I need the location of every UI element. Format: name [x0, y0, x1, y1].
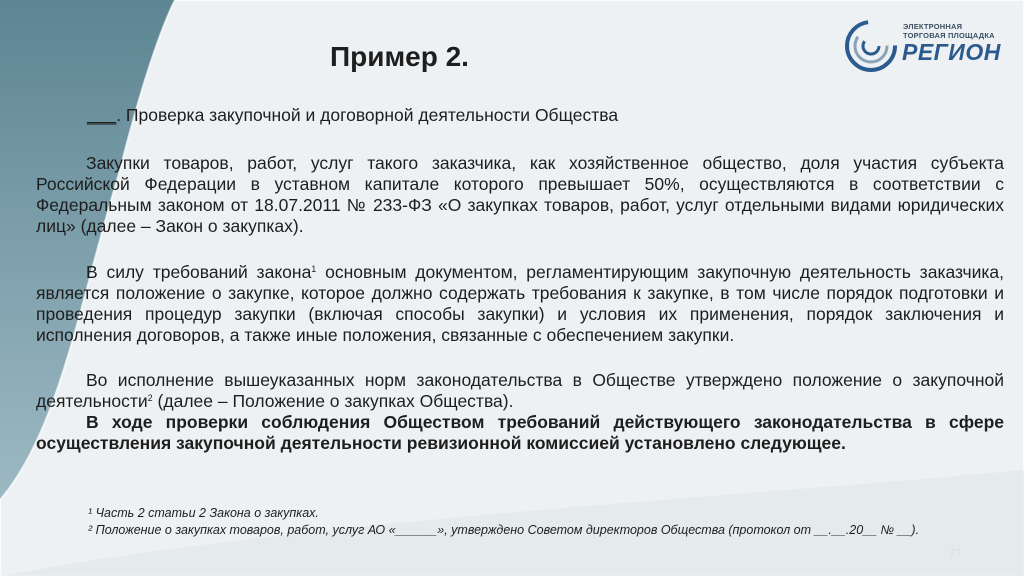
- paragraph-3-text-b: (далее – Положение о закупках Общества).: [152, 391, 514, 411]
- page-number: 27: [950, 548, 962, 559]
- paragraph-4-text: В ходе проверки соблюдения Обществом требований действующего законодательства в сфере осуществления закупочной деятельности ревизионной комиссией установлено следующее.: [36, 412, 1004, 453]
- paragraph-2-text-b: основным документом, регламентирующим закупочную деятельность заказчика, является положение о закупке, которое должно содержать требования к закупке, в том числе порядок подготовки и проведения процедур закупки (включая способы закупки) и условия их применения, порядок заключения и исполнения договоров, а также иные положения, связанные с обеспечением закупки.: [36, 262, 1004, 345]
- footnote-2-text: ² Положение о закупках товаров, работ, услуг АО «______», утверждено Советом директоров Общества (протокол от __.__.20__ № __).: [88, 523, 920, 537]
- logo: [843, 16, 1013, 76]
- logo-name: РЕГИОН: [902, 39, 1001, 65]
- logo-line2: ТОРГОВАЯ ПЛОЩАДКА: [903, 31, 995, 40]
- paragraph-3-text-a: Во исполнение вышеуказанных норм законодательства в Обществе утверждено положение о закупочной деятельности: [36, 370, 1004, 411]
- footnote-2: [36, 522, 1004, 538]
- footnote-ref-2: 2: [147, 393, 153, 403]
- footnote-ref-1: 1: [311, 264, 317, 274]
- paragraph-2-text-a: В силу требований закона: [86, 262, 312, 282]
- paragraph-3: [36, 370, 1004, 412]
- paragraph-2: [36, 262, 1004, 346]
- footnote-1-text: ¹ Часть 2 статьи 2 Закона о закупках.: [88, 506, 319, 520]
- footnote-1: [36, 505, 1004, 521]
- logo-line1: ЭЛЕКТРОННАЯ: [903, 22, 963, 31]
- paragraph-1: [36, 153, 1004, 237]
- heading-blank: ___: [87, 105, 117, 125]
- heading-text: . Проверка закупочной и договорной деятельности Общества: [116, 105, 619, 125]
- slide-title: Пример 2.: [330, 41, 469, 72]
- paragraph-4-conclusion: [36, 412, 1004, 454]
- paragraph-1-text: Закупки товаров, работ, услуг такого заказчика, как хозяйственное общество, доля участия субъекта Российской Федерации в уставном капитале которого превышает 50%, осуществляются в соответствии с Федеральным законом от 18.07.2011 № 233-ФЗ «О закупках товаров, работ, услуг отдельными видами юридических лиц» (далее – Закон о закупках).: [36, 153, 1004, 236]
- logo-emblem-icon: [843, 18, 899, 74]
- section-heading: [87, 105, 787, 126]
